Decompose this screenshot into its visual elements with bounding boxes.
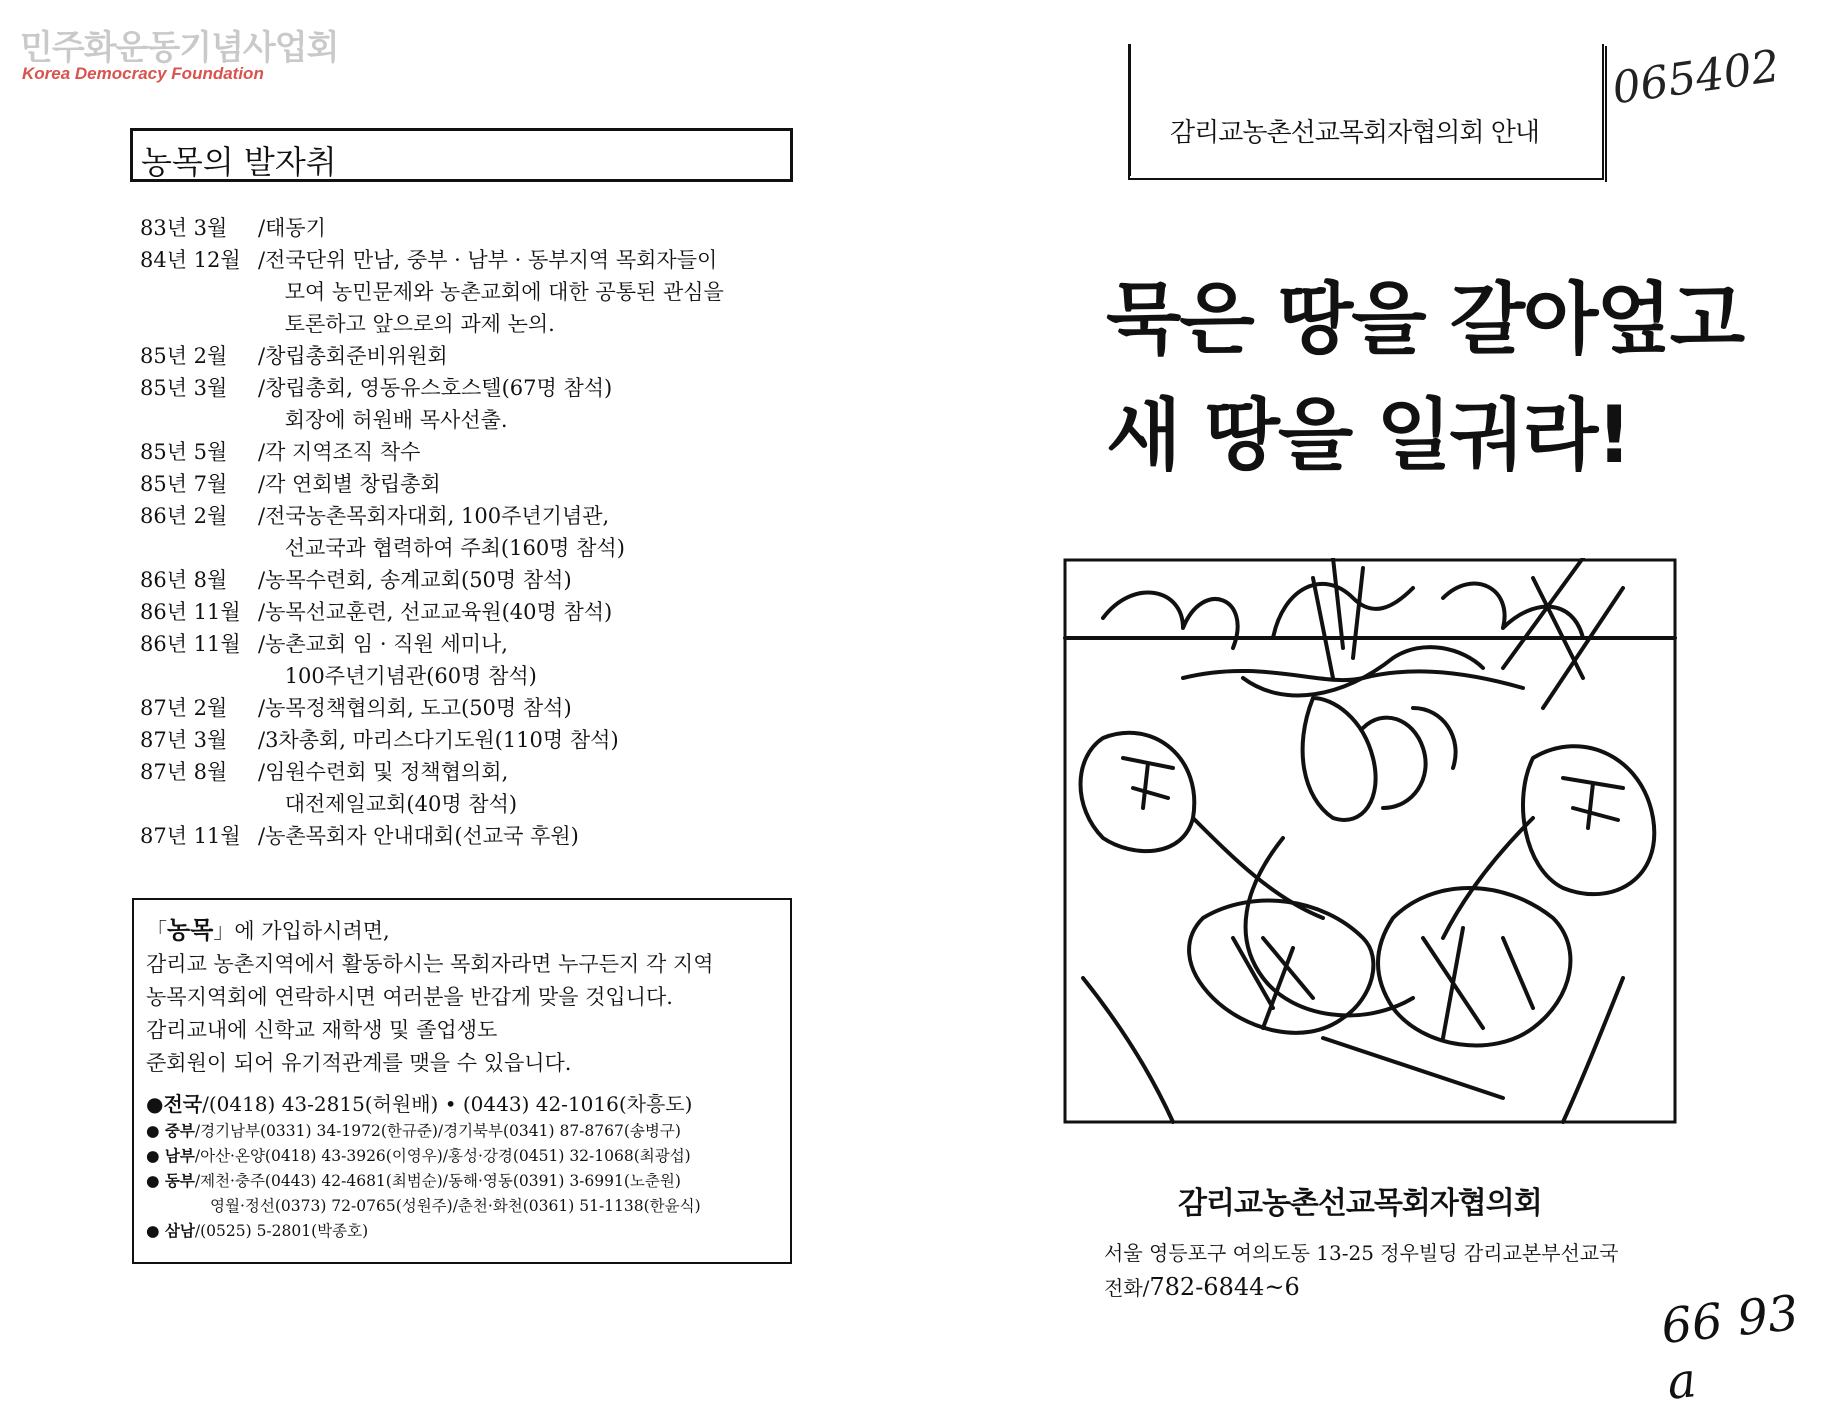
join-line: 준회원이 되어 유기적관계를 맺을 수 있읍니다. — [146, 1051, 572, 1075]
timeline-row — [140, 308, 840, 340]
timeline-text: /3차총회, 마리스다기도원(110명 참석) — [258, 728, 619, 752]
contact-label: ● 동부 — [146, 1172, 195, 1190]
timeline-date: 85년 7월 — [140, 472, 228, 496]
timeline-text: 대전제일교회(40명 참석) — [258, 792, 518, 816]
timeline-date — [140, 404, 258, 436]
phone-number: 782-6844~6 — [1149, 1273, 1300, 1301]
timeline-row — [140, 340, 840, 372]
timeline-row — [140, 372, 840, 404]
contact-text: /(0418) 43-2815(허원배) • (0443) 42-1016(차흥도) — [202, 1092, 693, 1116]
timeline-date — [140, 788, 258, 820]
info-box-title: 감리교농촌선교목회자협의회 안내 — [1170, 118, 1540, 148]
timeline-text: 모여 농민문제와 농촌교회에 대한 공통된 관심을 — [258, 280, 724, 304]
handwritten-code-top: 065402 — [1609, 40, 1783, 115]
contact-text: 영월·정선(0373) 72-0765(성원주)/춘천·화천(0361) 51-1138(한윤식) — [210, 1197, 701, 1215]
info-box — [1128, 44, 1604, 180]
timeline-date — [140, 660, 258, 692]
left-title-box — [130, 128, 793, 182]
join-box — [132, 898, 792, 1264]
contact-label: ●전국 — [146, 1092, 203, 1116]
join-heading-rest: 」에 가입하시려면, — [213, 919, 390, 943]
phone-label: 전화/ — [1104, 1276, 1150, 1300]
slogan-line-2: 새 땅을 일궈라! — [1106, 391, 1630, 481]
handwritten-code-bottom: 66 93 a — [1658, 1285, 1802, 1411]
timeline-date — [140, 276, 258, 308]
contact-text: /(0525) 5-2801(박종호) — [194, 1222, 369, 1240]
timeline-row — [140, 468, 840, 500]
contact-text: /아산·온양(0418) 43-3926(이영우)/홍성·강경(0451) 32-1068(최광섭) — [194, 1147, 691, 1165]
contact-line — [146, 1090, 778, 1119]
timeline-row — [140, 724, 840, 756]
timeline-date: 87년 11월 — [140, 824, 241, 848]
timeline-row — [140, 564, 840, 596]
timeline-row — [140, 660, 840, 692]
watermark-korean: 민주화운동기념사업회 — [20, 28, 339, 68]
join-heading — [146, 914, 778, 948]
timeline-row — [140, 436, 840, 468]
timeline-date: 86년 2월 — [140, 504, 228, 528]
join-heading-bold: 농목 — [167, 916, 214, 944]
timeline-text: /농목정책협의회, 도고(50명 참석) — [258, 696, 572, 720]
timeline-row — [140, 820, 840, 852]
timeline-text: /임원수련회 및 정책협의회, — [258, 760, 509, 784]
timeline-row — [140, 756, 840, 788]
contact-line — [146, 1169, 778, 1194]
timeline-row — [140, 596, 840, 628]
timeline-text: 토론하고 앞으로의 과제 논의. — [258, 312, 555, 336]
timeline-text: 선교국과 협력하여 주최(160명 참석) — [258, 536, 625, 560]
contact-label: ● 중부 — [146, 1122, 195, 1140]
timeline-row — [140, 788, 840, 820]
woodcut-illustration — [1063, 558, 1677, 1124]
timeline-row — [140, 500, 840, 532]
timeline-date: 87년 3월 — [140, 728, 228, 752]
timeline-text: /창립총회, 영동유스호스텔(67명 참석) — [258, 376, 613, 400]
contact-label: ● 삼남 — [146, 1222, 195, 1240]
divider-line — [1605, 46, 1607, 182]
timeline-row — [140, 276, 840, 308]
slogan-line-1: 묵은 땅을 갈아엎고 — [1106, 275, 1744, 365]
timeline-date: 87년 2월 — [140, 696, 228, 720]
join-line: 농목지역회에 연락하시면 여러분을 반갑게 맞을 것입니다. — [146, 985, 673, 1009]
timeline-text: /농촌목회자 안내대회(선교국 후원) — [258, 824, 579, 848]
timeline-text: 100주년기념관(60명 참석) — [258, 664, 537, 688]
timeline-date: 85년 5월 — [140, 440, 228, 464]
timeline-text: /각 연회별 창립총회 — [258, 472, 441, 496]
timeline-date — [140, 532, 258, 564]
timeline-date: 83년 3월 — [140, 216, 228, 240]
contact-text: /경기남부(0331) 34-1972(한규준)/경기북부(0341) 87-8767(송병구) — [194, 1122, 681, 1140]
timeline — [140, 212, 840, 852]
timeline-row — [140, 244, 840, 276]
timeline-date: 84년 12월 — [140, 248, 241, 272]
timeline-row — [140, 692, 840, 724]
timeline-text: /창립총회준비위원회 — [258, 344, 448, 368]
timeline-date: 86년 11월 — [140, 632, 241, 656]
contact-line — [146, 1119, 778, 1144]
contact-line — [146, 1194, 778, 1219]
timeline-date: 87년 8월 — [140, 760, 228, 784]
contact-text: /제천·충주(0443) 42-4681(최범순)/동해·영동(0391) 3-6991(노춘원) — [194, 1172, 681, 1190]
join-heading-open: 「 — [146, 919, 167, 943]
contact-address — [1104, 1236, 1618, 1305]
timeline-text: /각 지역조직 착수 — [258, 440, 421, 464]
timeline-row — [140, 212, 840, 244]
timeline-text: /농목선교훈련, 선교교육원(40명 참석) — [258, 600, 613, 624]
join-line: 감리교 농촌지역에서 활동하시는 목회자라면 누구든지 각 지역 — [146, 952, 714, 976]
timeline-date: 85년 3월 — [140, 376, 228, 400]
left-title: 농목의 발자취 — [141, 143, 337, 181]
contact-label: ● 남부 — [146, 1147, 195, 1165]
timeline-row — [140, 628, 840, 660]
contact-line — [146, 1219, 778, 1244]
timeline-text: /태동기 — [258, 216, 326, 240]
watermark-english: Korea Democracy Foundation — [22, 64, 264, 83]
slogan — [1106, 262, 1743, 494]
timeline-row — [140, 532, 840, 564]
timeline-text: 회장에 허원배 목사선출. — [258, 408, 508, 432]
timeline-text: /전국농촌목회자대회, 100주년기념관, — [258, 504, 610, 528]
contact-line — [146, 1144, 778, 1169]
timeline-date: 86년 8월 — [140, 568, 228, 592]
join-line: 감리교내에 신학교 재학생 및 졸업생도 — [146, 1018, 498, 1042]
phone-line — [1104, 1270, 1618, 1305]
address-line: 서울 영등포구 여의도동 13-25 정우빌딩 감리교본부선교국 — [1104, 1241, 1619, 1265]
timeline-text: /농목수련회, 송계교회(50명 참석) — [258, 568, 572, 592]
timeline-text: /농촌교회 임 · 직원 세미나, — [258, 632, 508, 656]
timeline-row — [140, 404, 840, 436]
timeline-date: 85년 2월 — [140, 344, 228, 368]
organization-name: 감리교농촌선교목회자협의회 — [1178, 1186, 1542, 1221]
contacts — [146, 1090, 778, 1244]
timeline-text: /전국단위 만남, 중부 · 남부 · 동부지역 목회자들이 — [258, 248, 718, 272]
timeline-date: 86년 11월 — [140, 600, 241, 624]
timeline-date — [140, 308, 258, 340]
